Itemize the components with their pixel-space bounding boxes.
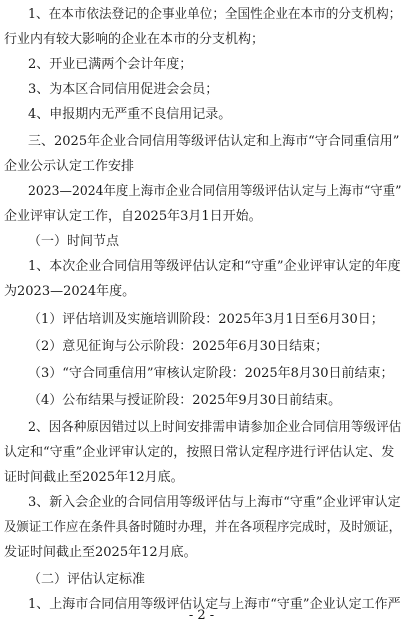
text-line: 认定和“守重”企业评审认定的，按照日常认定程序进行评估认定、发 (4, 445, 395, 460)
text-line: （2）意见征询与公示阶段：2025年6月30日结束； (28, 339, 329, 354)
section-heading: 三、2025年企业合同信用等级评估认定和上海市“守合同重信用” (28, 134, 400, 149)
text-line: 及颁证工作应在条件具备时随时办理，并在各项程序完成时，及时颁证， (4, 520, 402, 535)
text-line: 2、因各种原因错过以上时间安排需申请参加企业合同信用等级评估 (28, 420, 402, 435)
text-line: 行业内有较大影响的企业在本市的分支机构； (4, 32, 265, 47)
text-line: 3、为本区合同信用促进会会员； (28, 82, 219, 97)
subsection-heading: （二）评估认定标准 (28, 572, 146, 587)
text-line: 发证时间截止至2025年12月底。 (4, 545, 197, 560)
text-line: （4）公布结果与授证阶段：2025年9月30日前结束。 (28, 393, 342, 408)
text-line: 2、开业已满两个会计年度； (28, 57, 193, 72)
text-line: 1、上海市合同信用等级评估认定与上海市“守重”企业认定工作严 (28, 597, 401, 612)
page-number: - 2 - (188, 608, 215, 623)
text-line: 企业公示认定工作安排 (4, 159, 135, 174)
text-line: （3）“守合同重信用”审核认定阶段：2025年8月30日前结束； (28, 366, 394, 381)
text-line: 证时间截止至2025年12月底。 (4, 470, 184, 485)
text-line: 4、申报期内无严重不良信用记录。 (28, 107, 232, 122)
text-line: 1、在本市依法登记的企事业单位；全国性企业在本市的分支机构； (28, 7, 402, 22)
subsection-heading: （一）时间节点 (28, 234, 120, 249)
text-line: 2023—2024年度上海市企业合同信用等级评估认定与上海市“守重” (28, 184, 402, 199)
text-line: （1）评估培训及实施培训阶段：2025年3月1日至6月30日； (28, 312, 384, 327)
text-line: 1、本次企业合同信用等级评估认定和“守重”企业评审认定的年度 (28, 259, 401, 274)
text-line: 企业评审认定工作，自2025年3月1日开始。 (4, 209, 262, 224)
text-line: 为2023—2024年度。 (4, 284, 136, 299)
text-line: 3、新入会企业的合同信用等级评估与上海市“守重”企业评审认定 (28, 495, 401, 510)
